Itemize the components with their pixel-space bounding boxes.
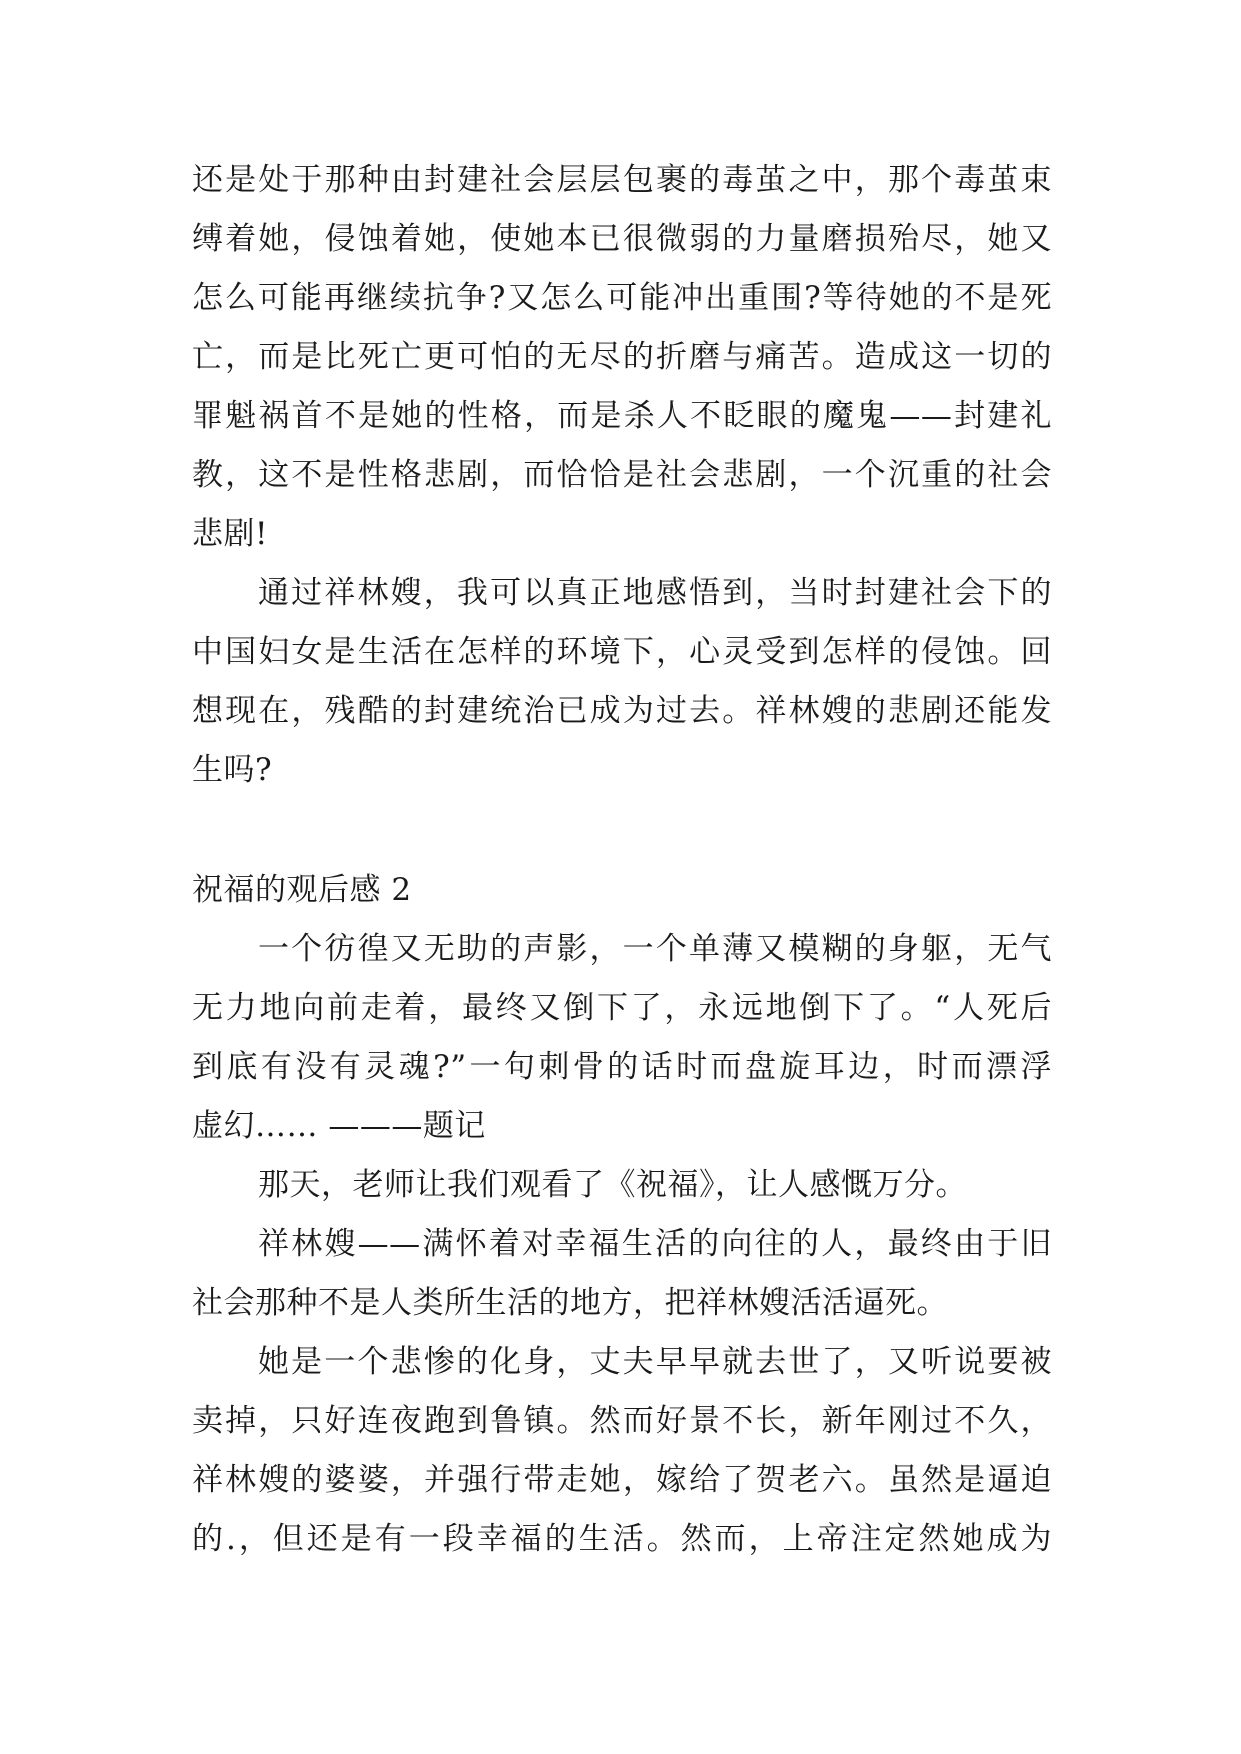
paragraph-line: 无力地向前走着，最终又倒下了，永远地倒下了。“人死后 [192,990,1052,1026]
paragraph-line: 悲剧! [192,516,268,552]
paragraph-line: 卖掉，只好连夜跑到鲁镇。然而好景不长，新年刚过不久， [192,1403,1052,1439]
paragraph-line: 罪魁祸首不是她的性格，而是杀人不眨眼的魔鬼——封建礼 [192,398,1052,434]
paragraph-line: 还是处于那种由封建社会层层包裹的毒茧之中，那个毒茧束 [192,162,1052,198]
paragraph-line: 到底有没有灵魂?”一句刺骨的话时而盘旋耳边，时而漂浮 [192,1049,1052,1085]
paragraph-line: 中国妇女是生活在怎样的环境下，心灵受到怎样的侵蚀。回 [192,634,1052,670]
paragraph-line: 社会那种不是人类所生活的地方，把祥林嫂活活逼死。 [192,1285,948,1321]
paragraph-line: 那天，老师让我们观看了《祝福》，让人感慨万分。 [258,1167,967,1203]
paragraph-line: 祥林嫂的婆婆，并强行带走她，嫁给了贺老六。虽然是逼迫 [192,1462,1052,1498]
paragraph-line: 她是一个悲惨的化身，丈夫早早就去世了，又听说要被 [258,1344,1052,1380]
paragraph-line: 生吗? [192,752,273,788]
paragraph-line: 祥林嫂——满怀着对幸福生活的向往的人，最终由于旧 [258,1226,1052,1262]
paragraph-line: 亡，而是比死亡更可怕的无尽的折磨与痛苦。造成这一切的 [192,339,1052,375]
paragraph-line: 一个彷徨又无助的声影，一个单薄又模糊的身躯，无气 [258,931,1052,967]
paragraph-line: 缚着她，侵蚀着她，使她本已很微弱的力量磨损殆尽，她又 [192,221,1052,257]
paragraph-line: 教，这不是性格悲剧，而恰恰是社会悲剧，一个沉重的社会 [192,457,1052,493]
paragraph-line: 虚幻…… ———题记 [192,1108,486,1144]
paragraph-line: 怎么可能再继续抗争?又怎么可能冲出重围?等待她的不是死 [192,280,1052,316]
paragraph-line: 想现在，残酷的封建统治已成为过去。祥林嫂的悲剧还能发 [192,693,1052,729]
paragraph-line: 通过祥林嫂，我可以真正地感悟到，当时封建社会下的 [258,575,1052,611]
section-title: 祝福的观后感 2 [192,872,412,908]
paragraph-line: 的.，但还是有一段幸福的生活。然而，上帝注定然她成为 [192,1521,1052,1557]
